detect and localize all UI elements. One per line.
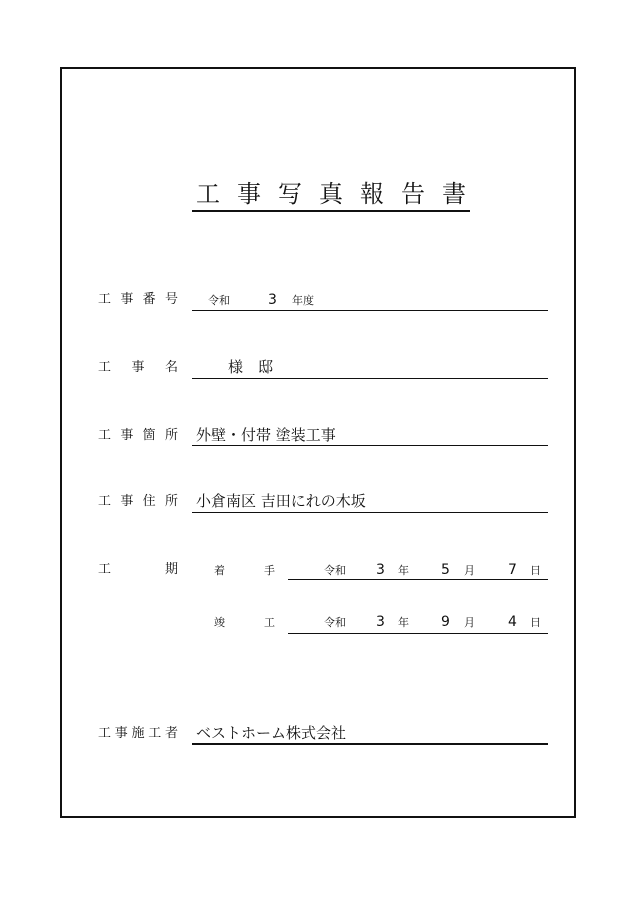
- location-value: 外壁・付帯 塗装工事: [196, 426, 336, 444]
- title-char: 書: [442, 180, 466, 208]
- number-year: 3: [268, 292, 277, 308]
- title-char: 事: [237, 180, 261, 208]
- number-label: 工 事 番 号: [98, 292, 178, 307]
- end-era: 令和: [324, 616, 346, 629]
- location-label: 工 事 箇 所: [98, 428, 178, 443]
- period-label: 工 期: [98, 562, 178, 577]
- title-char: 工: [196, 180, 220, 208]
- end-month: 9: [441, 614, 450, 630]
- start-day: 7: [508, 562, 517, 578]
- contractor-value: ベストホーム株式会社: [196, 724, 347, 742]
- start-label-1: 着: [214, 564, 225, 577]
- start-day-unit: 日: [530, 564, 541, 577]
- title-char: 写: [278, 180, 302, 208]
- number-suffix: 年度: [292, 294, 314, 307]
- address-underline: [192, 512, 548, 513]
- start-underline: [288, 579, 548, 580]
- name-label: 工 事 名: [98, 360, 178, 375]
- start-year-unit: 年: [398, 564, 409, 577]
- name-underline: [192, 378, 548, 379]
- contractor-label: 工 事 施 工 者: [98, 726, 178, 741]
- end-underline: [288, 633, 548, 634]
- location-underline: [192, 445, 548, 446]
- address-value: 小倉南区 吉田にれの木坂: [196, 492, 366, 510]
- start-month-unit: 月: [464, 564, 475, 577]
- title-char: 真: [319, 180, 343, 208]
- end-day: 4: [508, 614, 517, 630]
- address-label: 工 事 住 所: [98, 494, 178, 509]
- number-underline: [192, 310, 548, 311]
- number-era: 令和: [208, 294, 230, 307]
- title-char: 告: [401, 180, 425, 208]
- start-month: 5: [441, 562, 450, 578]
- end-month-unit: 月: [464, 616, 475, 629]
- end-day-unit: 日: [530, 616, 541, 629]
- start-era: 令和: [324, 564, 346, 577]
- end-label-1: 竣: [214, 616, 225, 629]
- end-label-2: 工: [264, 616, 275, 629]
- page-title: [192, 180, 470, 212]
- end-year-unit: 年: [398, 616, 409, 629]
- end-year: 3: [376, 614, 385, 630]
- start-label-2: 手: [264, 564, 275, 577]
- name-value: 様 邸: [228, 358, 274, 376]
- start-year: 3: [376, 562, 385, 578]
- title-char: 報: [360, 180, 384, 208]
- contractor-underline: [192, 743, 548, 745]
